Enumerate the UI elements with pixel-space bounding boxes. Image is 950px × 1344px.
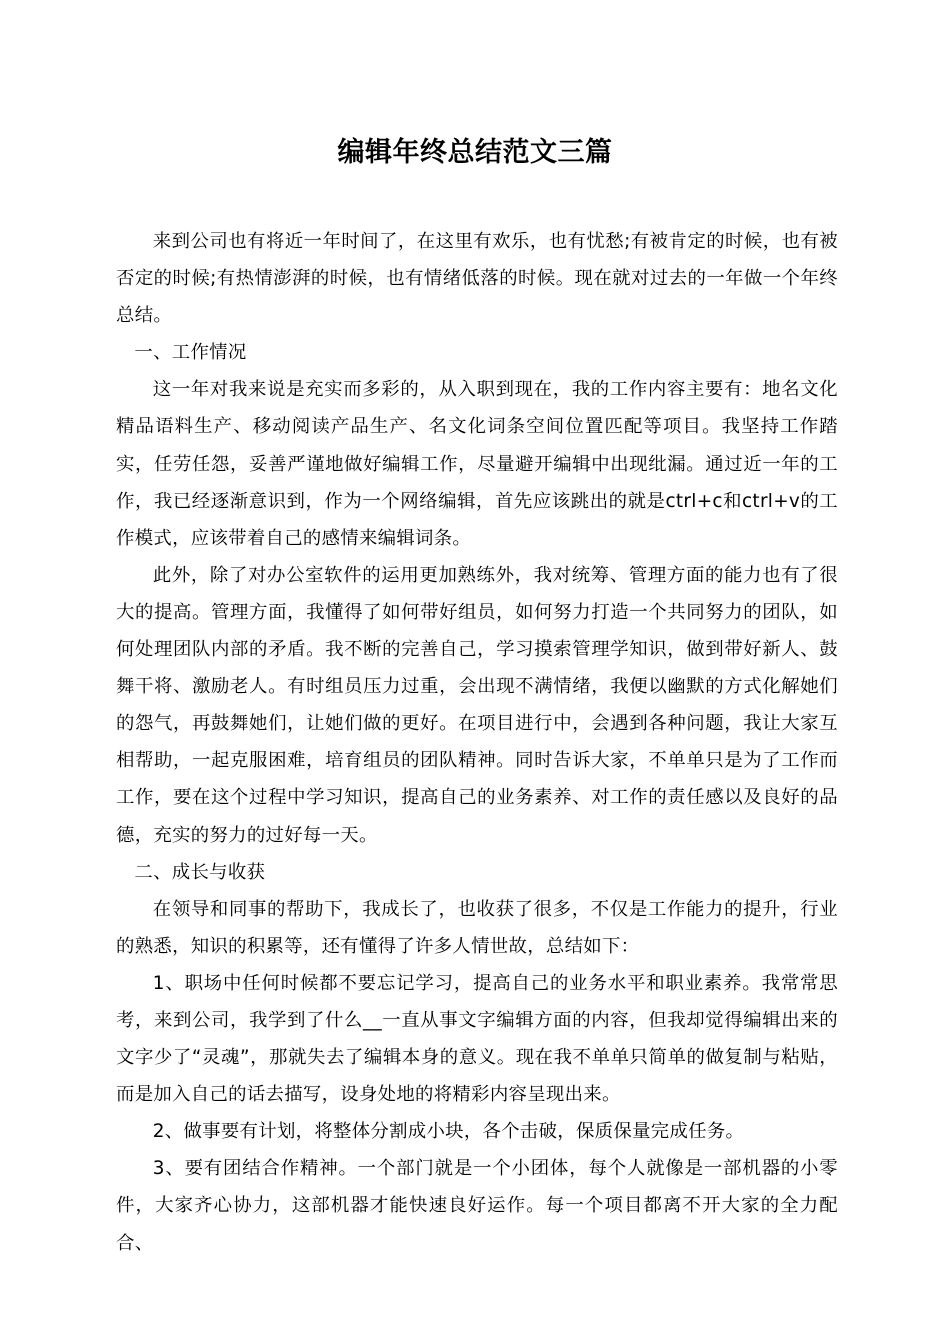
list-item-2: 2、做事要有计划，将整体分割成小块，各个击破，保质保量完成任务。	[152, 1121, 745, 1143]
section-heading-growth: 二、成长与收获	[134, 861, 266, 883]
paragraph-management: 此外，除了对办公室软件的运用更加熟练外，我对统筹、管理方面的能力也有了很大的提高。管理方面，我懂得了如何带好组员，如何努力打造一个共同努力的团队，如何处理团队内部的矛盾。我不断的完善自己，学习摸索管理学知识，做到带好新人、鼓舞干将、激励老人。有时组员压力过重，会出现不满情绪，我便以幽默的方式化解她们的怨气，再鼓舞她们，让她们做的更好。在项目进行中，会遇到各种问题，我让大家互相帮助，一起克服困难，培育组员的团队精神。同时告诉大家，不单单只是为了工作而工作，要在这个过程中学习知识，提高自己的业务素养、对工作的责任感以及良好的品德，充实的努力的过好每一天。	[116, 564, 838, 846]
paragraph-growth-intro: 在领导和同事的帮助下，我成长了，也收获了很多，不仅是工作能力的提升，行业的熟悉，知识的积累等，还有懂得了许多人情世故，总结如下：	[116, 898, 838, 957]
list-item-1: 1、职场中任何时候都不要忘记学习，提高自己的业务水平和职业素养。我常常思考，来到公司，我学到了什么__一直从事文字编辑方面的内容，但我却觉得编辑出来的文字少了“灵魂”，那就失去了编辑本身的意义。现在我不单单只简单的做复制与粘贴，而是加入自己的话去描写，设身处地的将精彩内容呈现出来。	[116, 972, 838, 1106]
document-body	[116, 223, 838, 1262]
section-heading-work: 一、工作情况	[134, 342, 247, 364]
document-title: 编辑年终总结范文三篇	[337, 137, 613, 168]
paragraph-work-content: 这一年对我来说是充实而多彩的，从入职到现在，我的工作内容主要有：地名文化精品语料生产、移动阅读产品生产、名文化词条空间位置匹配等项目。我坚持工作踏实，任劳任怨，妥善严谨地做好编辑工作，尽量避开编辑中出现纰漏。通过近一年的工作，我已经逐渐意识到，作为一个网络编辑，首先应该跳出的就是ctrl+c和ctrl+v的工作模式，应该带着自己的感情来编辑词条。	[116, 379, 838, 549]
paragraph-intro: 来到公司也有将近一年时间了，在这里有欢乐，也有忧愁;有被肯定的时候，也有被否定的时候;有热情澎湃的时候，也有情绪低落的时候。现在就对过去的一年做一个年终总结。	[116, 231, 838, 327]
list-item-3: 3、要有团结合作精神。一个部门就是一个小团体，每个人就像是一部机器的小零件，大家齐心协力，这部机器才能快速良好运作。每一个项目都离不开大家的全力配合、	[116, 1158, 838, 1254]
